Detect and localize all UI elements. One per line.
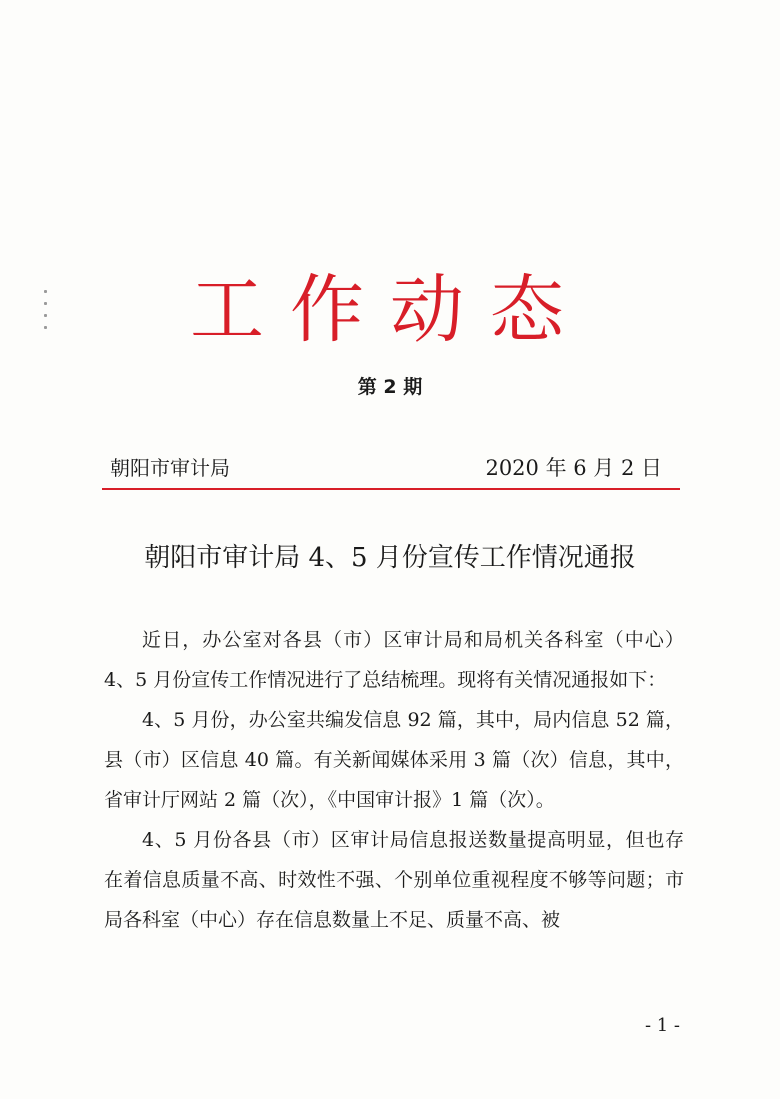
masthead-title: 工作动态 [190, 267, 590, 353]
document-body [104, 620, 684, 940]
document-title: 朝阳市审计局 4、5 月份宣传工作情况通报 [144, 543, 636, 573]
body-paragraph-1: 近日，办公室对各县（市）区审计局和局机关各科室（中心）4、5 月份宣传工作情况进行了总结梳理。现将有关情况通报如下： [104, 629, 684, 691]
body-paragraph-2: 4、5 月份，办公室共编发信息 92 篇，其中，局内信息 52 篇，县（市）区信息 40 篇。有关新闻媒体采用 3 篇（次）信息，其中，省审计厅网站 2 篇（次），《中国审计报》1 篇（次）。 [104, 709, 684, 811]
body-paragraph-3: 4、5 月份各县（市）区审计局信息报送数量提高明显，但也存在着信息质量不高、时效性不强、个别单位重视程度不够等问题；市局各科室（中心）存在信息数量上不足、质量不高、被 [104, 829, 684, 931]
issue-date: 2020 年 6 月 2 日 [485, 456, 662, 480]
page-number: - 1 - [644, 1015, 680, 1036]
issuer-name: 朝阳市审计局 [110, 456, 230, 480]
issue-number: 第 2 期 [357, 376, 423, 398]
red-divider-line [102, 488, 680, 490]
